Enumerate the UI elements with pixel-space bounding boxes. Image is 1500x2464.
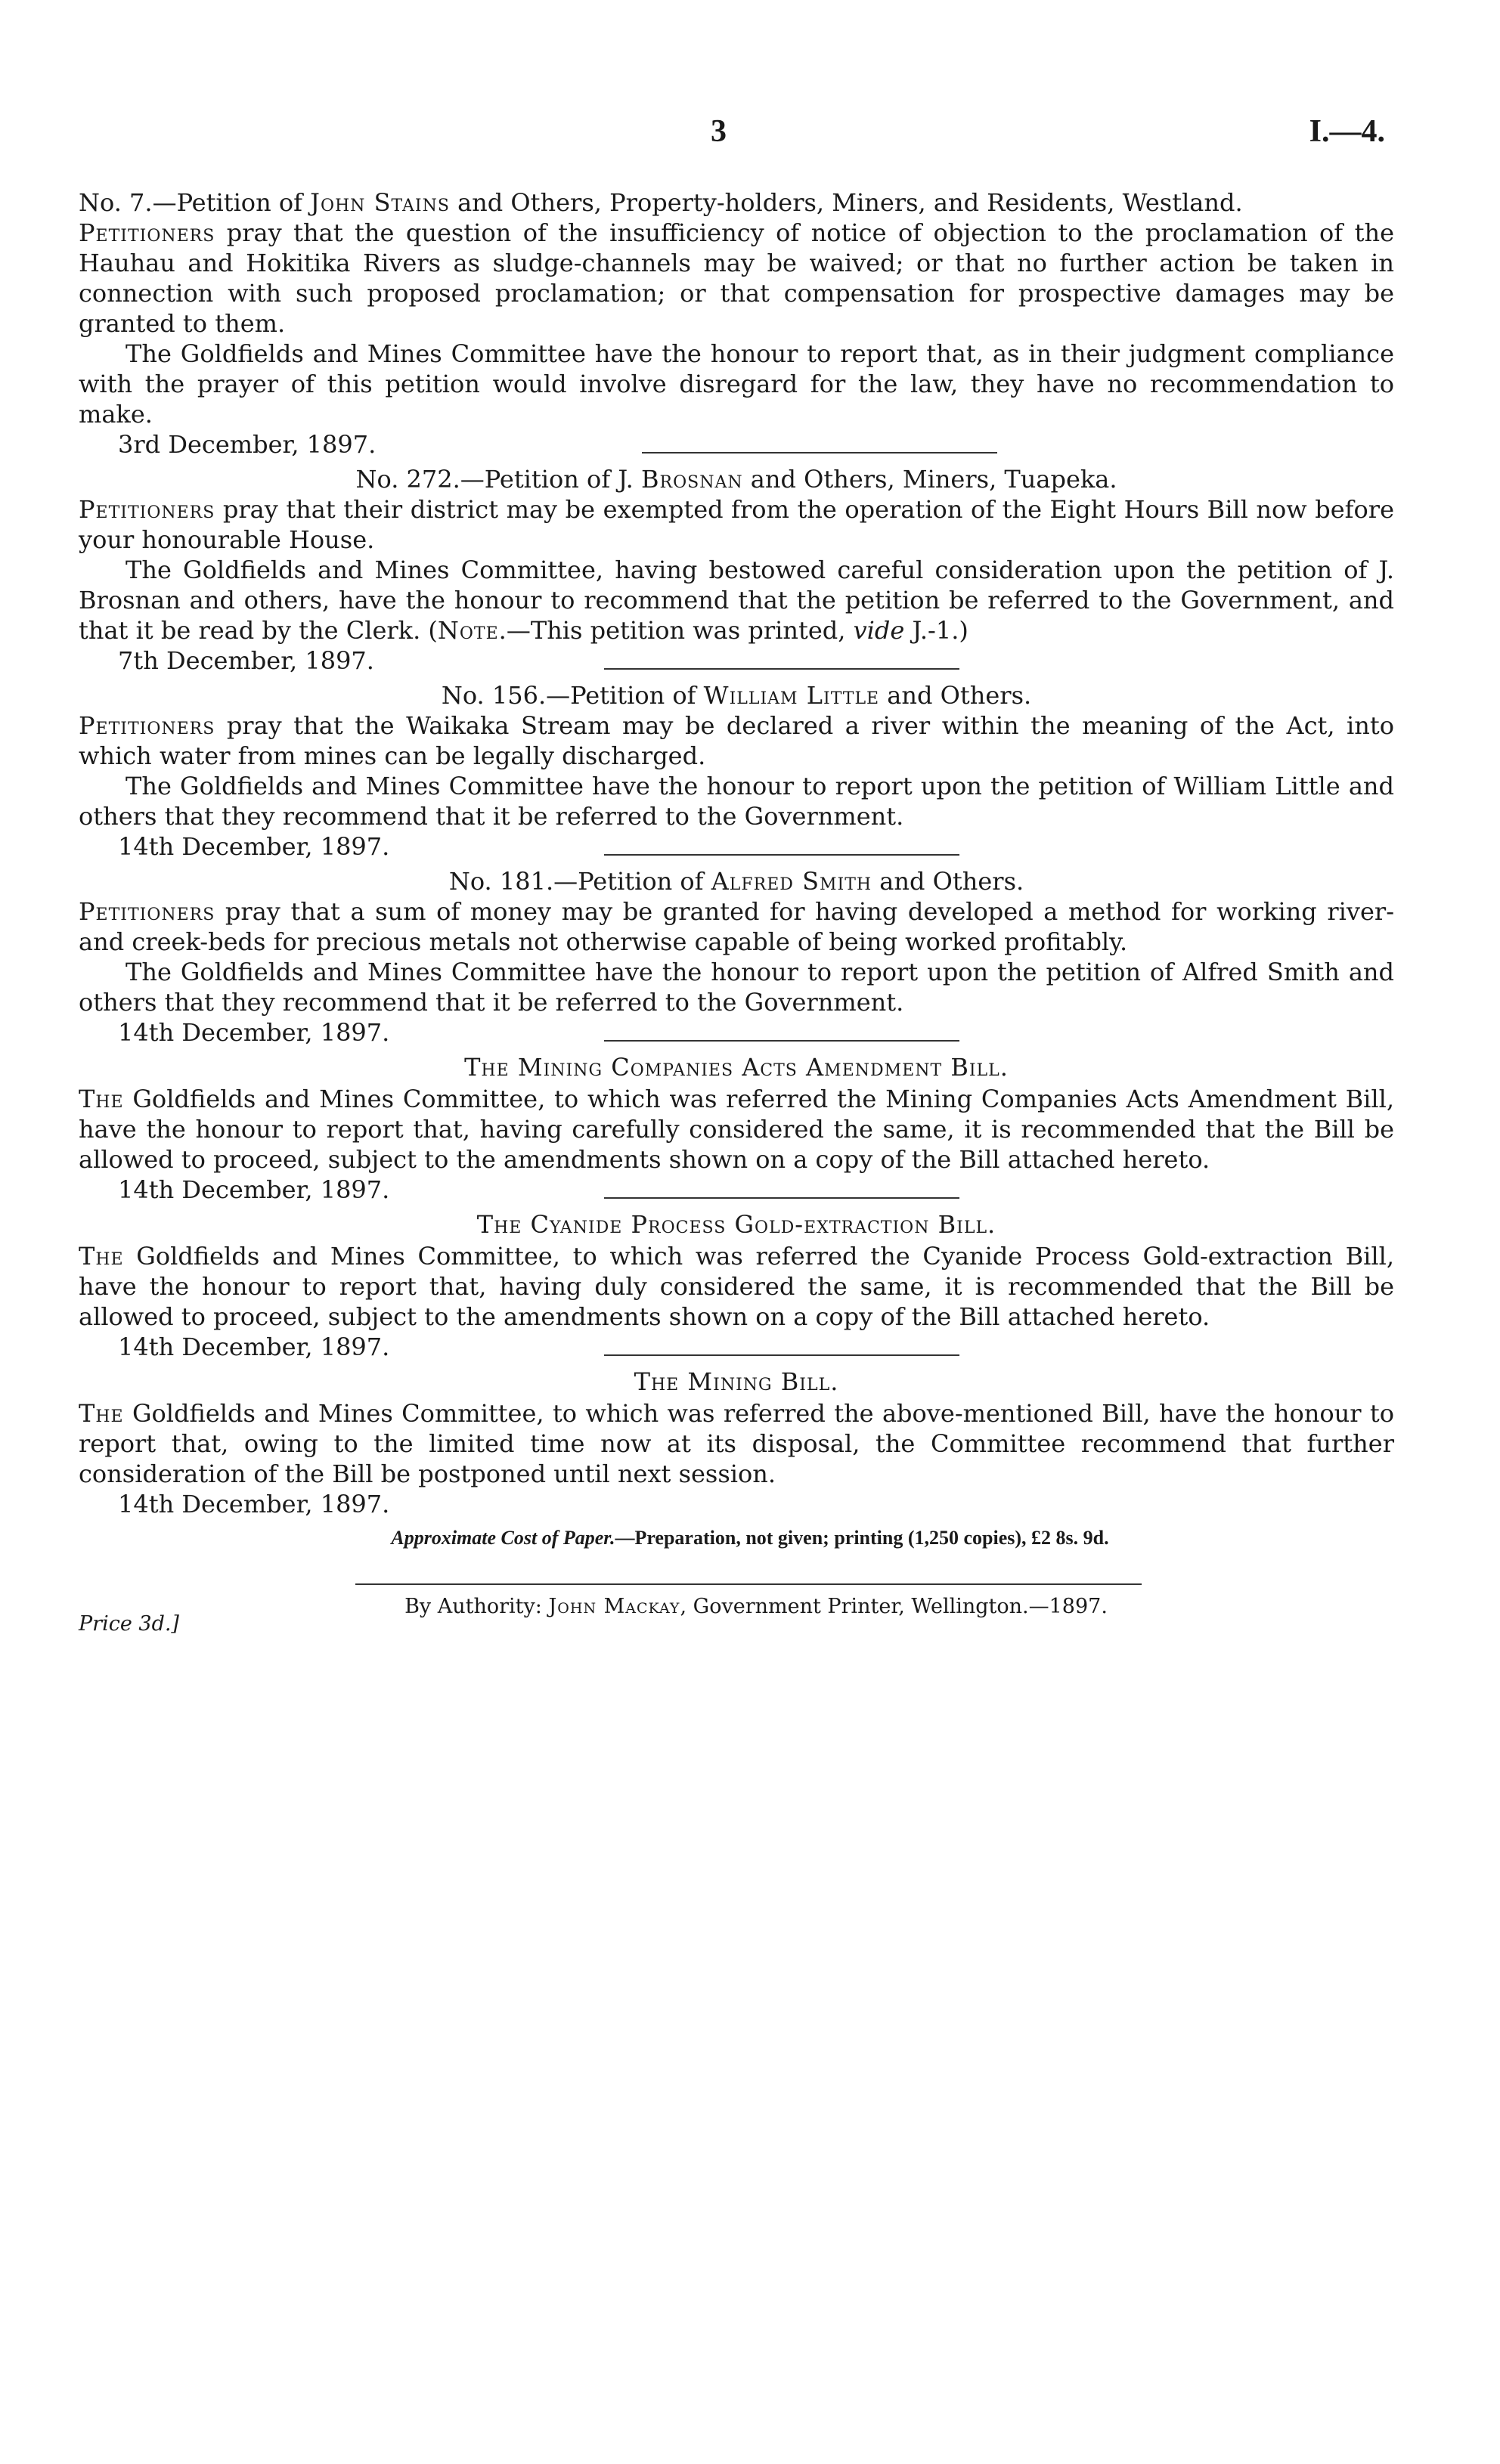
document-body (79, 187, 1394, 1519)
committee-report: The Goldfields and Mines Committee have the honour to report upon the petition of William Little and others that they recommend that it be referred to the Government. (79, 772, 1394, 831)
petition-prayer: Petitioners pray that a sum of money may be granted for having developed a method for working river- and creek-beds for precious metals not otherwise capable of being worked profitably. (79, 897, 1394, 956)
petition-no-181 (79, 866, 1394, 1047)
section-divider (604, 1354, 959, 1356)
report-date: 3rd December, 1897. (118, 430, 377, 459)
cost-of-paper-note: Approximate Cost of Paper.—Preparation, not given; printing (1,250 copies), £2 8s. 9d. (391, 1527, 1109, 1549)
petition-title: No. 156.—Petition of William Little and Others. (441, 681, 1032, 710)
report-date: 14th December, 1897. (118, 1333, 390, 1361)
report-date: 7th December, 1897. (118, 646, 374, 675)
cyanide-bill-section (79, 1209, 1394, 1361)
section-divider (642, 452, 997, 453)
mining-companies-bill-section (79, 1052, 1394, 1204)
section-divider (604, 668, 959, 670)
committee-report: The Goldfields and Mines Committee, having bestowed careful consideration upon the petition of J. Brosnan and others, have the honour to recommend that the petition be referred to the Government, and that it be read by the Clerk. (Note.—This petition was printed, vide J.-1.) (79, 556, 1394, 645)
page-header (0, 113, 1500, 151)
petition-title: No. 272.—Petition of J. Brosnan and Others, Miners, Tuapeka. (355, 465, 1117, 494)
section-divider (604, 1040, 959, 1042)
petition-prayer: Petitioners pray that their district may be exempted from the operation of the Eight Hours Bill now before your honourable House. (79, 495, 1394, 554)
page-number: 3 (711, 114, 727, 149)
committee-report: The Goldfields and Mines Committee have the honour to report upon the petition of Alfred Smith and others that they recommend that it be referred to the Government. (79, 958, 1394, 1017)
petition-title: No. 181.—Petition of Alfred Smith and Others. (448, 867, 1024, 896)
report-date: 14th December, 1897. (118, 1175, 390, 1204)
committee-report: The Goldfields and Mines Committee, to which was referred the above-mentioned Bill, have the honour to report that, owing to the limited time now at its disposal, the Committee recommend that further consideration of the Bill be postponed until next session. (79, 1399, 1394, 1488)
section-heading: The Mining Companies Acts Amendment Bill. (464, 1053, 1009, 1082)
mining-bill-section (79, 1367, 1394, 1519)
petition-prayer: Petitioners pray that the question of the insufficiency of notice of objection to the proclamation of the Hauhau and Hokitika Rivers as sludge-channels may be waived; or that no further action be taken in connection with such proposed proclamation; or that compensation for prospective damages may be granted to them. (79, 218, 1394, 338)
report-date: 14th December, 1897. (118, 832, 390, 861)
section-heading: The Mining Bill. (634, 1367, 839, 1396)
committee-report: The Goldfields and Mines Committee, to which was referred the Mining Companies Acts Amendment Bill, have the honour to report that, having carefully considered the same, it is recommended that the Bill be allowed to proceed, subject to the amendments shown on a copy of the Bill attached hereto. (79, 1085, 1394, 1174)
section-divider (604, 1197, 959, 1199)
report-date: 14th December, 1897. (118, 1018, 390, 1047)
committee-report: The Goldfields and Mines Committee, to which was referred the Cyanide Process Gold-extraction Bill, have the honour to report that, having duly considered the same, it is recommended that the Bill be allowed to proceed, subject to the amendments shown on a copy of the Bill attached hereto. (79, 1242, 1394, 1331)
report-date: 14th December, 1897. (118, 1490, 390, 1518)
section-heading: The Cyanide Process Gold-extraction Bill. (476, 1210, 996, 1239)
price-label: Price 3d.] (79, 1612, 179, 1636)
petition-title: No. 7.—Petition of John Stains and Others, Property-holders, Miners, and Residents, Westland. (79, 188, 1243, 217)
petition-prayer: Petitioners pray that the Waikaka Stream may be declared a river within the meaning of the Act, into which water from mines can be legally discharged. (79, 711, 1394, 770)
petition-no-7 (79, 187, 1394, 459)
printer-authority: By Authority: John Mackay, Government Printer, Wellington.—1897. (404, 1595, 1108, 1618)
series-number: I.—4. (1309, 114, 1385, 149)
committee-report: The Goldfields and Mines Committee have the honour to report that, as in their judgment compliance with the prayer of this petition would involve disregard for the law, they have no recommendation to make. (79, 339, 1394, 429)
petition-no-156 (79, 680, 1394, 861)
footer-divider (355, 1583, 1142, 1585)
section-divider (604, 854, 959, 856)
petition-no-272 (79, 464, 1394, 675)
